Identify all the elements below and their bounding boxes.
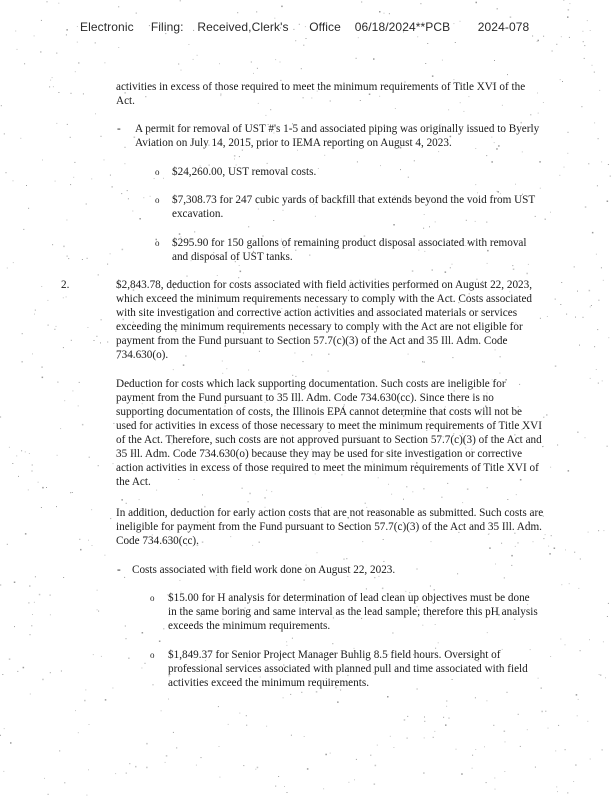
- paragraph-early-action: In addition, deduction for early action costs that are not reasonable as submitted. Such costs are ineligible for payment from the Fund pursuant to Section 57.7(c)(3) of the Act and 35 Ill. Adm. Code 734.630(cc).: [116, 507, 544, 547]
- bullet-marker: o: [150, 593, 155, 603]
- paragraph-documentation: Deduction for costs which lack supporting documentation. Such costs are ineligible for payment from the Fund pursuant to 35 Ill. Adm. Code 734.630(cc). Since there is no supporting documentation of costs, the Illinois EPA cannot determine that costs will not be used for activities in excess of those necessary to meet the minimum requirements of Title XVI of the Act. Therefore, such costs are not approved pursuant to Section 57.7(c)(3) of the Act and 35 Ill. Adm. Code 734.630(o) because they may be used for site investigation or corrective action activities in excess of those required to meet the minimum requirements of Title XVI of the Act.: [116, 378, 542, 488]
- bullet-marker: o: [150, 650, 155, 660]
- bullet-item-ph-analysis: $15.00 for H analysis for determination of lead clean up objectives must be done in the same boring and same interval as the lead sample; therefore this pH analysis exceeds the minimum requirements.: [168, 592, 538, 632]
- stamp-filing: Filing:: [150, 20, 184, 34]
- item-number-2: 2.: [61, 279, 70, 291]
- bullet-item-backfill: $7,308.73 for 247 cubic yards of backfill that extends beyond the void from UST excavation.: [172, 194, 536, 220]
- bullet-marker: o: [155, 195, 160, 205]
- paragraph-permit: A permit for removal of UST #'s 1-5 and associated piping was originally issued to Byerly Aviation on July 14, 2015, prior to IEMA reporting on August 4, 2023.: [135, 123, 540, 149]
- bullet-marker: o: [155, 238, 160, 248]
- stamp-date: 06/18/2024**PCB: [354, 20, 451, 34]
- bullet-item-ust-removal: $24,260.00, UST removal costs.: [172, 166, 317, 178]
- paragraph-item-2: $2,843.78, deduction for costs associated with field activities performed on August 22, 2023, which exceed the minimum requirements necessary to comply with the Act. Costs associated with site investigation and corrective action activities and associated materials or services exceeding the minimum requirements necessary to comply with the Act are not eligible for payment from the Fund pursuant to Section 57.7(c)(3) of the Act and 35 Ill. Adm. Code 734.630(o).: [116, 279, 533, 361]
- stamp-electronic: Electronic: [80, 20, 134, 34]
- stamp-received: Received,Clerk's: [197, 20, 289, 34]
- paragraph-field-work: Costs associated with field work done on August 22, 2023.: [132, 564, 396, 576]
- stamp-office: Office: [309, 20, 341, 34]
- paragraph-continuation: activities in excess of those required to meet the minimum requirements of Title XVI of the Act.: [116, 81, 526, 107]
- stamp-docket: 2024-078: [477, 20, 530, 34]
- dash-marker-2: -: [117, 564, 121, 576]
- filing-stamp-header: [80, 20, 529, 34]
- dash-marker-1: -: [117, 123, 121, 135]
- bullet-item-senior-pm: $1,849.37 for Senior Project Manager Buhlig 8.5 field hours. Oversight of professional services associated with planned pull and time associated with field activities exceed the minimum requirements.: [168, 649, 528, 689]
- bullet-marker: o: [155, 167, 160, 177]
- bullet-item-product-disposal: $295.90 for 150 gallons of remaining product disposal associated with removal and disposal of UST tanks.: [172, 237, 527, 263]
